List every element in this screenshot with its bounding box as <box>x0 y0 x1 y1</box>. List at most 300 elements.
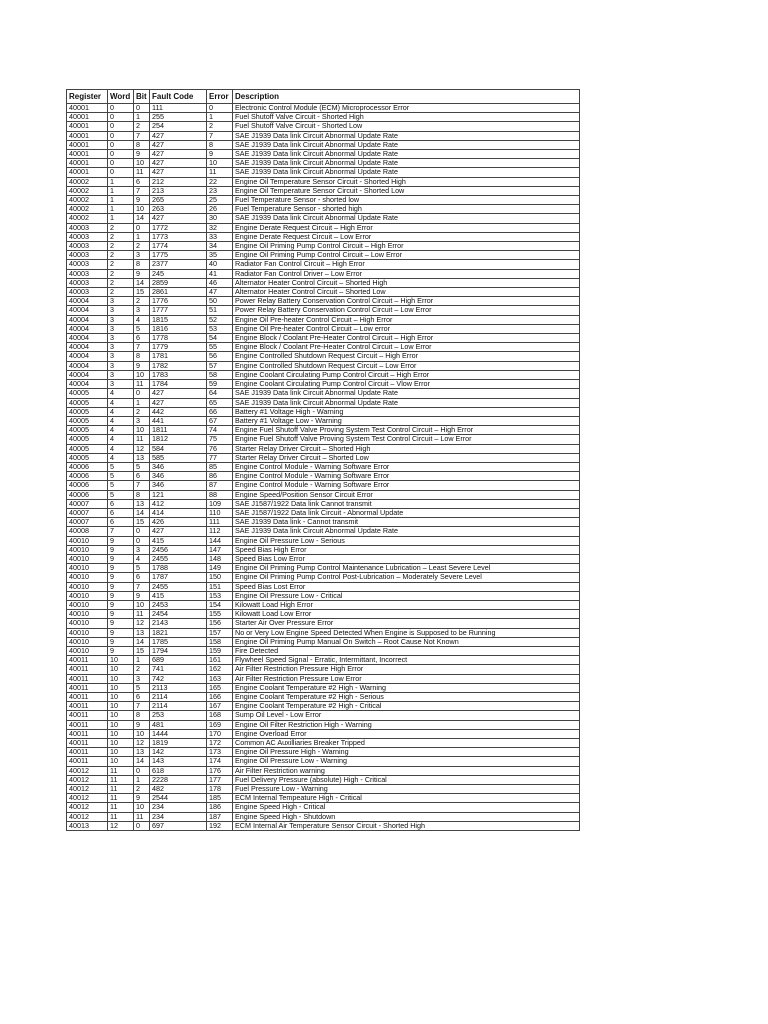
cell-fault-code: 427 <box>150 150 207 159</box>
cell-word: 9 <box>108 628 134 637</box>
cell-word: 9 <box>108 610 134 619</box>
cell-bit: 7 <box>134 702 150 711</box>
table-row <box>67 177 580 186</box>
cell-description: Engine Oil Filter Restriction High - Warning <box>233 720 580 729</box>
cell-register: 40004 <box>67 306 108 315</box>
cell-word: 3 <box>108 315 134 324</box>
cell-description: Power Relay Battery Conservation Control Circuit – Low Error <box>233 306 580 315</box>
cell-bit: 5 <box>134 324 150 333</box>
cell-error: 187 <box>207 812 233 821</box>
table-row <box>67 821 580 830</box>
cell-description: Starter Relay Driver Circuit – Shorted Low <box>233 453 580 462</box>
cell-error: 22 <box>207 177 233 186</box>
table-row <box>67 288 580 297</box>
cell-bit: 7 <box>134 186 150 195</box>
cell-description: Engine Oil Temperature Sensor Circuit - Shorted Low <box>233 186 580 195</box>
cell-bit: 3 <box>134 251 150 260</box>
cell-fault-code: 1821 <box>150 628 207 637</box>
cell-word: 3 <box>108 297 134 306</box>
cell-bit: 1 <box>134 113 150 122</box>
cell-bit: 0 <box>134 766 150 775</box>
cell-fault-code: 482 <box>150 785 207 794</box>
cell-fault-code: 741 <box>150 665 207 674</box>
cell-register: 40011 <box>67 748 108 757</box>
cell-error: 150 <box>207 573 233 582</box>
cell-bit: 1 <box>134 232 150 241</box>
cell-word: 10 <box>108 656 134 665</box>
table-row <box>67 398 580 407</box>
cell-register: 40001 <box>67 168 108 177</box>
cell-bit: 11 <box>134 610 150 619</box>
cell-bit: 15 <box>134 518 150 527</box>
cell-fault-code: 1777 <box>150 306 207 315</box>
cell-description: Engine Oil Pressure Low - Serious <box>233 536 580 545</box>
cell-description: Engine Block / Coolant Pre-Heater Control Circuit – High Error <box>233 334 580 343</box>
cell-register: 40008 <box>67 527 108 536</box>
cell-description: Engine Fuel Shutoff Valve Proving System Test Control Circuit – High Error <box>233 426 580 435</box>
cell-error: 74 <box>207 426 233 435</box>
cell-word: 11 <box>108 785 134 794</box>
cell-description: Engine Oil Pre-heater Control Circuit – High Error <box>233 315 580 324</box>
cell-description: Starter Relay Driver Circuit – Shorted High <box>233 444 580 453</box>
cell-error: 64 <box>207 389 233 398</box>
cell-word: 11 <box>108 775 134 784</box>
cell-error: 41 <box>207 269 233 278</box>
table-row <box>67 545 580 554</box>
cell-register: 40010 <box>67 564 108 573</box>
cell-register: 40005 <box>67 435 108 444</box>
table-row <box>67 315 580 324</box>
cell-fault-code: 414 <box>150 508 207 517</box>
cell-word: 3 <box>108 334 134 343</box>
fault-code-table <box>66 89 580 831</box>
cell-error: 161 <box>207 656 233 665</box>
cell-error: 58 <box>207 370 233 379</box>
cell-register: 40011 <box>67 720 108 729</box>
cell-bit: 9 <box>134 794 150 803</box>
cell-bit: 13 <box>134 499 150 508</box>
cell-bit: 5 <box>134 564 150 573</box>
cell-error: 34 <box>207 242 233 251</box>
cell-description: SAE J1939 Data link Circuit Abnormal Update Rate <box>233 398 580 407</box>
cell-fault-code: 442 <box>150 407 207 416</box>
cell-word: 9 <box>108 582 134 591</box>
cell-fault-code: 618 <box>150 766 207 775</box>
table-row <box>67 683 580 692</box>
cell-description: Radiator Fan Control Circuit – High Error <box>233 260 580 269</box>
cell-description: Engine Block / Coolant Pre-Heater Control Circuit – Low Error <box>233 343 580 352</box>
table-row <box>67 140 580 149</box>
cell-bit: 7 <box>134 481 150 490</box>
cell-error: 173 <box>207 748 233 757</box>
table-row <box>67 812 580 821</box>
cell-fault-code: 426 <box>150 518 207 527</box>
cell-bit: 15 <box>134 288 150 297</box>
cell-register: 40003 <box>67 251 108 260</box>
cell-fault-code: 1781 <box>150 352 207 361</box>
cell-register: 40003 <box>67 278 108 287</box>
cell-bit: 0 <box>134 536 150 545</box>
table-row <box>67 573 580 582</box>
cell-word: 10 <box>108 720 134 729</box>
cell-description: Engine Control Module - Warning Software Error <box>233 462 580 471</box>
cell-fault-code: 1811 <box>150 426 207 435</box>
cell-fault-code: 1773 <box>150 232 207 241</box>
cell-description: Fuel Temperature Sensor - shorted high <box>233 205 580 214</box>
cell-bit: 11 <box>134 812 150 821</box>
cell-description: SAE J1939 Data link Circuit Abnormal Update Rate <box>233 131 580 140</box>
cell-word: 0 <box>108 104 134 113</box>
cell-error: 67 <box>207 416 233 425</box>
cell-fault-code: 1785 <box>150 637 207 646</box>
cell-fault-code: 2859 <box>150 278 207 287</box>
cell-word: 0 <box>108 150 134 159</box>
table-row <box>67 232 580 241</box>
cell-description: Kilowatt Load High Error <box>233 600 580 609</box>
cell-error: 176 <box>207 766 233 775</box>
cell-fault-code: 412 <box>150 499 207 508</box>
cell-bit: 12 <box>134 444 150 453</box>
cell-error: 112 <box>207 527 233 536</box>
cell-fault-code: 1784 <box>150 380 207 389</box>
cell-register: 40010 <box>67 646 108 655</box>
cell-description: SAE J1587/1922 Data link Circuit - Abnormal Update <box>233 508 580 517</box>
cell-error: 148 <box>207 554 233 563</box>
cell-description: Speed Bias High Error <box>233 545 580 554</box>
cell-register: 40002 <box>67 214 108 223</box>
cell-bit: 4 <box>134 315 150 324</box>
cell-fault-code: 1815 <box>150 315 207 324</box>
cell-register: 40012 <box>67 775 108 784</box>
cell-word: 10 <box>108 729 134 738</box>
cell-error: 1 <box>207 113 233 122</box>
cell-description: Fuel Shutoff Valve Circuit - Shorted Low <box>233 122 580 131</box>
cell-word: 2 <box>108 278 134 287</box>
cell-description: SAE J1939 Data link Circuit Abnormal Update Rate <box>233 214 580 223</box>
cell-bit: 12 <box>134 619 150 628</box>
cell-fault-code: 1783 <box>150 370 207 379</box>
table-row <box>67 168 580 177</box>
cell-word: 10 <box>108 683 134 692</box>
cell-fault-code: 142 <box>150 748 207 757</box>
cell-error: 51 <box>207 306 233 315</box>
cell-bit: 10 <box>134 426 150 435</box>
table-row <box>67 610 580 619</box>
cell-word: 3 <box>108 306 134 315</box>
cell-fault-code: 415 <box>150 536 207 545</box>
cell-description: Sump Oil Level - Low Error <box>233 711 580 720</box>
cell-word: 3 <box>108 324 134 333</box>
cell-fault-code: 212 <box>150 177 207 186</box>
table-row <box>67 343 580 352</box>
cell-bit: 0 <box>134 104 150 113</box>
table-row <box>67 444 580 453</box>
cell-register: 40010 <box>67 600 108 609</box>
cell-word: 10 <box>108 665 134 674</box>
table-row <box>67 665 580 674</box>
cell-word: 11 <box>108 803 134 812</box>
cell-register: 40006 <box>67 490 108 499</box>
cell-word: 2 <box>108 242 134 251</box>
cell-fault-code: 263 <box>150 205 207 214</box>
table-row <box>67 748 580 757</box>
table-row <box>67 435 580 444</box>
cell-description: Engine Fuel Shutoff Valve Proving System Test Control Circuit – Low Error <box>233 435 580 444</box>
header-register: Register <box>67 90 108 104</box>
cell-register: 40012 <box>67 785 108 794</box>
cell-fault-code: 2114 <box>150 693 207 702</box>
cell-register: 40004 <box>67 324 108 333</box>
cell-error: 32 <box>207 223 233 232</box>
cell-register: 40013 <box>67 821 108 830</box>
cell-bit: 12 <box>134 739 150 748</box>
cell-error: 185 <box>207 794 233 803</box>
cell-word: 2 <box>108 223 134 232</box>
cell-word: 4 <box>108 398 134 407</box>
cell-fault-code: 1772 <box>150 223 207 232</box>
cell-fault-code: 2377 <box>150 260 207 269</box>
cell-word: 1 <box>108 177 134 186</box>
cell-fault-code: 697 <box>150 821 207 830</box>
table-row <box>67 113 580 122</box>
cell-bit: 1 <box>134 656 150 665</box>
cell-error: 111 <box>207 518 233 527</box>
cell-register: 40011 <box>67 702 108 711</box>
cell-bit: 14 <box>134 757 150 766</box>
cell-description: Common AC Auxilliaries Breaker Tripped <box>233 739 580 748</box>
cell-register: 40005 <box>67 416 108 425</box>
cell-bit: 8 <box>134 140 150 149</box>
cell-fault-code: 2544 <box>150 794 207 803</box>
table-row <box>67 223 580 232</box>
table-row <box>67 646 580 655</box>
fault-code-document <box>66 89 580 831</box>
cell-fault-code: 234 <box>150 803 207 812</box>
cell-description: Engine Controlled Shutdown Request Circuit – High Error <box>233 352 580 361</box>
cell-error: 0 <box>207 104 233 113</box>
cell-error: 174 <box>207 757 233 766</box>
cell-word: 11 <box>108 766 134 775</box>
cell-error: 165 <box>207 683 233 692</box>
cell-bit: 3 <box>134 306 150 315</box>
cell-description: Starter Air Over Pressure Error <box>233 619 580 628</box>
header-word: Word <box>108 90 134 104</box>
cell-register: 40010 <box>67 536 108 545</box>
cell-bit: 10 <box>134 803 150 812</box>
table-row <box>67 518 580 527</box>
table-row <box>67 186 580 195</box>
cell-bit: 11 <box>134 435 150 444</box>
cell-bit: 8 <box>134 711 150 720</box>
cell-register: 40006 <box>67 472 108 481</box>
cell-fault-code: 1776 <box>150 297 207 306</box>
cell-word: 2 <box>108 269 134 278</box>
cell-register: 40010 <box>67 637 108 646</box>
cell-word: 9 <box>108 554 134 563</box>
cell-description: ECM Internal Tempeature High - Critical <box>233 794 580 803</box>
cell-word: 9 <box>108 600 134 609</box>
cell-bit: 10 <box>134 600 150 609</box>
cell-register: 40011 <box>67 729 108 738</box>
cell-register: 40002 <box>67 196 108 205</box>
cell-description: Engine Oil Pressure Low - Critical <box>233 591 580 600</box>
cell-description: Engine Oil Priming Pump Manual On Switch – Root Cause Not Known <box>233 637 580 646</box>
cell-bit: 10 <box>134 370 150 379</box>
cell-word: 11 <box>108 812 134 821</box>
cell-error: 57 <box>207 361 233 370</box>
cell-bit: 7 <box>134 131 150 140</box>
cell-register: 40011 <box>67 711 108 720</box>
cell-bit: 2 <box>134 242 150 251</box>
cell-description: Engine Controlled Shutdown Request Circuit – Low Error <box>233 361 580 370</box>
cell-word: 9 <box>108 536 134 545</box>
cell-description: Engine Speed High - Critical <box>233 803 580 812</box>
cell-fault-code: 427 <box>150 389 207 398</box>
table-row <box>67 582 580 591</box>
table-row <box>67 306 580 315</box>
cell-bit: 6 <box>134 177 150 186</box>
cell-error: 178 <box>207 785 233 794</box>
cell-fault-code: 346 <box>150 462 207 471</box>
table-row <box>67 196 580 205</box>
cell-error: 30 <box>207 214 233 223</box>
cell-fault-code: 1774 <box>150 242 207 251</box>
table-row <box>67 242 580 251</box>
cell-bit: 11 <box>134 380 150 389</box>
cell-description: Engine Oil Priming Pump Control Maintenance Lubrication – Least Severe Level <box>233 564 580 573</box>
table-row <box>67 711 580 720</box>
cell-error: 158 <box>207 637 233 646</box>
cell-error: 46 <box>207 278 233 287</box>
table-row <box>67 739 580 748</box>
cell-fault-code: 2228 <box>150 775 207 784</box>
cell-description: Engine Speed/Position Sensor Circuit Error <box>233 490 580 499</box>
cell-bit: 13 <box>134 628 150 637</box>
header-description: Description <box>233 90 580 104</box>
cell-bit: 1 <box>134 775 150 784</box>
cell-description: Engine Coolant Temperature #2 High - Critical <box>233 702 580 711</box>
cell-description: Engine Oil Priming Pump Control Circuit – High Error <box>233 242 580 251</box>
cell-error: 157 <box>207 628 233 637</box>
cell-word: 9 <box>108 564 134 573</box>
table-row <box>67 674 580 683</box>
cell-word: 4 <box>108 453 134 462</box>
cell-bit: 6 <box>134 472 150 481</box>
cell-description: Kilowatt Load Low Error <box>233 610 580 619</box>
cell-error: 53 <box>207 324 233 333</box>
cell-register: 40012 <box>67 794 108 803</box>
cell-description: Engine Derate Request Circuit – High Error <box>233 223 580 232</box>
cell-register: 40005 <box>67 398 108 407</box>
cell-register: 40005 <box>67 444 108 453</box>
cell-fault-code: 415 <box>150 591 207 600</box>
cell-word: 0 <box>108 140 134 149</box>
cell-fault-code: 1782 <box>150 361 207 370</box>
cell-error: 147 <box>207 545 233 554</box>
cell-description: SAE J1939 Data link - Cannot transmit <box>233 518 580 527</box>
cell-bit: 10 <box>134 159 150 168</box>
cell-description: Engine Derate Request Circuit – Low Error <box>233 232 580 241</box>
cell-word: 5 <box>108 490 134 499</box>
cell-register: 40003 <box>67 269 108 278</box>
cell-word: 2 <box>108 260 134 269</box>
cell-word: 5 <box>108 481 134 490</box>
cell-fault-code: 253 <box>150 711 207 720</box>
cell-fault-code: 213 <box>150 186 207 195</box>
cell-fault-code: 1779 <box>150 343 207 352</box>
cell-word: 3 <box>108 380 134 389</box>
cell-word: 6 <box>108 499 134 508</box>
cell-word: 0 <box>108 122 134 131</box>
cell-error: 149 <box>207 564 233 573</box>
cell-description: Speed Bias Lost Error <box>233 582 580 591</box>
cell-bit: 10 <box>134 729 150 738</box>
table-row <box>67 803 580 812</box>
table-row <box>67 324 580 333</box>
cell-fault-code: 2453 <box>150 600 207 609</box>
cell-description: Engine Oil Pre-heater Control Circuit – Low error <box>233 324 580 333</box>
cell-fault-code: 346 <box>150 481 207 490</box>
cell-register: 40004 <box>67 334 108 343</box>
cell-bit: 0 <box>134 389 150 398</box>
cell-bit: 0 <box>134 821 150 830</box>
table-row <box>67 150 580 159</box>
table-row <box>67 527 580 536</box>
cell-word: 3 <box>108 370 134 379</box>
cell-error: 33 <box>207 232 233 241</box>
cell-word: 4 <box>108 389 134 398</box>
cell-fault-code: 584 <box>150 444 207 453</box>
table-row <box>67 637 580 646</box>
cell-description: Engine Speed High - Shutdown <box>233 812 580 821</box>
cell-register: 40010 <box>67 610 108 619</box>
cell-description: Power Relay Battery Conservation Control Circuit – High Error <box>233 297 580 306</box>
cell-error: 47 <box>207 288 233 297</box>
cell-register: 40003 <box>67 260 108 269</box>
table-row <box>67 472 580 481</box>
cell-register: 40004 <box>67 297 108 306</box>
cell-description: Engine Oil Temperature Sensor Circuit - Shorted High <box>233 177 580 186</box>
cell-description: Engine Control Module - Warning Software Error <box>233 481 580 490</box>
cell-register: 40003 <box>67 242 108 251</box>
cell-register: 40003 <box>67 232 108 241</box>
cell-word: 10 <box>108 674 134 683</box>
cell-error: 168 <box>207 711 233 720</box>
cell-fault-code: 427 <box>150 159 207 168</box>
cell-error: 159 <box>207 646 233 655</box>
cell-fault-code: 427 <box>150 527 207 536</box>
cell-bit: 2 <box>134 785 150 794</box>
cell-error: 9 <box>207 150 233 159</box>
cell-error: 26 <box>207 205 233 214</box>
cell-register: 40001 <box>67 140 108 149</box>
header-error: Error <box>207 90 233 104</box>
cell-error: 151 <box>207 582 233 591</box>
table-header-row <box>67 90 580 104</box>
cell-description: SAE J1939 Data link Circuit Abnormal Update Rate <box>233 150 580 159</box>
cell-register: 40004 <box>67 343 108 352</box>
cell-bit: 0 <box>134 223 150 232</box>
cell-error: 186 <box>207 803 233 812</box>
cell-word: 10 <box>108 757 134 766</box>
cell-fault-code: 245 <box>150 269 207 278</box>
table-row <box>67 499 580 508</box>
table-row <box>67 426 580 435</box>
table-body <box>67 104 580 831</box>
table-row <box>67 407 580 416</box>
cell-error: 75 <box>207 435 233 444</box>
cell-register: 40007 <box>67 518 108 527</box>
